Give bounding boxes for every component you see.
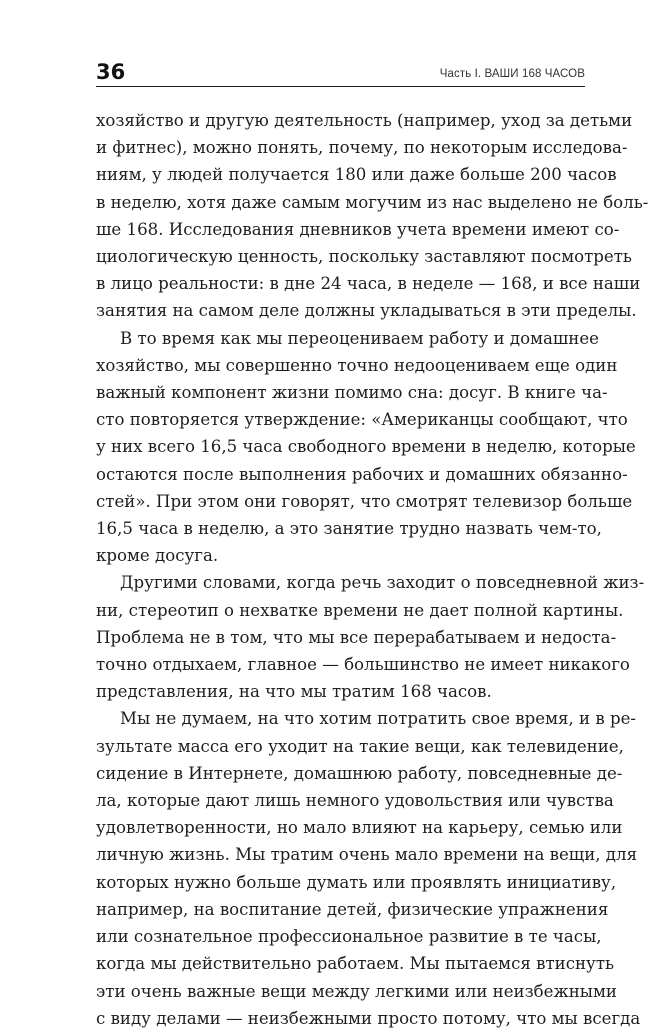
text-line: ла, которые дают лишь немного удовольствия или чувства: [96, 791, 614, 811]
text-line: когда мы действительно работаем. Мы пытаемся втиснуть: [96, 954, 615, 974]
text-line: ше 168. Исследования дневников учета времени имеют со-: [96, 219, 620, 239]
text-line: сто повторяется утверждение: «Американцы сообщают, что: [96, 410, 628, 430]
text-line: ни, стереотип о нехватке времени не дает полной картины.: [96, 600, 624, 620]
text-line: Мы не думаем, на что хотим потратить свое время, и в ре-: [120, 709, 637, 729]
text-line: занятия на самом деле должны укладываться в эти пределы.: [96, 301, 637, 321]
text-line: хозяйство, мы совершенно точно недооцениваем еще один: [96, 355, 618, 375]
text-line: сидение в Интернете, домашнюю работу, повседневные де-: [96, 763, 623, 783]
text-line: удовлетворенности, но мало влияют на карьеру, семью или: [96, 818, 623, 838]
text-line: с виду делами — неизбежными просто потому, что мы всегда: [96, 1008, 641, 1028]
page-header: [96, 58, 585, 87]
text-line: Проблема не в том, что мы все перерабатываем и недоста-: [96, 627, 617, 647]
text-line: в неделю, хотя даже самым могучим из нас выделено не боль-: [96, 192, 649, 212]
text-line: и фитнес), можно понять, почему, по некоторым исследова-: [96, 138, 628, 158]
text-line: ниям, у людей получается 180 или даже больше 200 часов: [96, 165, 617, 185]
text-line: зультате масса его уходит на такие вещи, как телевидение,: [96, 736, 624, 756]
text-line: точно отдыхаем, главное — большинство не имеет никакого: [96, 655, 630, 675]
text-line: у них всего 16,5 часа свободного времени в неделю, которые: [96, 437, 636, 457]
running-head: Часть I. ВАШИ 168 ЧАСОВ: [439, 67, 585, 80]
text-line: важный компонент жизни помимо сна: досуг. В книге ча-: [96, 383, 608, 403]
text-line: или сознательное профессиональное развитие в те часы,: [96, 927, 602, 947]
paragraph: [96, 325, 636, 570]
text-line: личную жизнь. Мы тратим очень мало времени на вещи, для: [96, 845, 638, 865]
text-line: кроме досуга.: [96, 546, 219, 566]
text-line: эти очень важные вещи между легкими или неизбежными: [96, 981, 617, 1001]
text-line: представления, на что мы тратим 168 часов.: [96, 682, 492, 702]
text-line: 16,5 часа в неделю, а это занятие трудно назвать чем-то,: [96, 519, 602, 539]
page-number: 36: [96, 60, 126, 84]
text-line: циологическую ценность, поскольку заставляют посмотреть: [96, 247, 632, 267]
paragraph: [96, 569, 645, 705]
text-line: хозяйство и другую деятельность (например, уход за детьми: [96, 111, 633, 130]
paragraph: [96, 705, 641, 1031]
text-line: например, на воспитание детей, физические упражнения: [96, 899, 609, 919]
text-line: остаются после выполнения рабочих и домашних обязанно-: [96, 464, 628, 484]
text-line: стей». При этом они говорят, что смотрят телевизор больше: [96, 491, 633, 511]
body-text: [96, 107, 649, 1032]
text-line: Другими словами, когда речь заходит о повседневной жиз-: [120, 573, 645, 593]
text-line: которых нужно больше думать или проявлять инициативу,: [96, 872, 617, 892]
text-line: В то время как мы переоцениваем работу и домашнее: [120, 328, 599, 348]
text-line: в лицо реальности: в дне 24 часа, в неделе — 168, и все наши: [96, 274, 641, 294]
paragraph: [96, 107, 649, 325]
